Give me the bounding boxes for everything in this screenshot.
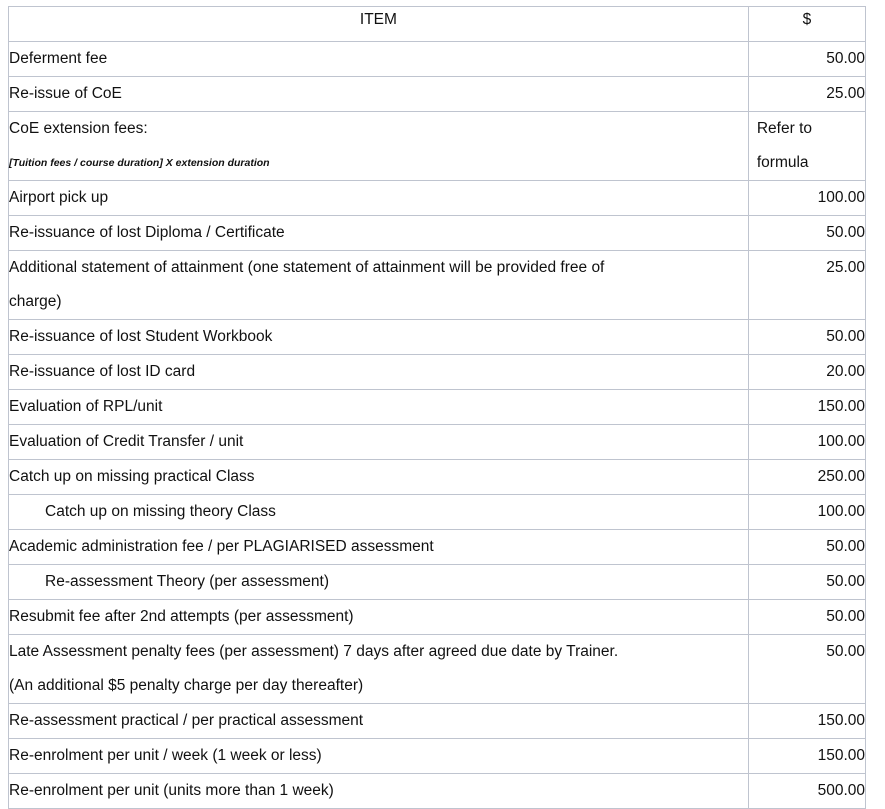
item-formula-note: [Tuition fees / course duration] X extension duration (9, 157, 270, 169)
price-cell: 100.00 (748, 495, 865, 530)
item-cell (9, 530, 749, 565)
item-label: Airport pick up (9, 189, 109, 206)
item-label: Re-issuance of lost Student Workbook (9, 328, 273, 345)
item-cell (9, 181, 749, 216)
table-row (9, 565, 866, 600)
table-header-row (9, 7, 866, 42)
table-row (9, 774, 866, 809)
price-cell: 500.00 (748, 774, 865, 809)
table-row (9, 216, 866, 251)
price-cell: 50.00 (748, 530, 865, 565)
item-cell (9, 739, 749, 774)
price-cell: 50.00 (748, 635, 865, 704)
item-cell (9, 112, 749, 181)
item-header-text: ITEM (359, 11, 397, 28)
price-cell: 100.00 (748, 425, 865, 460)
item-label-continued: (An additional $5 penalty charge per day thereafter) (9, 677, 364, 694)
table-row (9, 704, 866, 739)
item-cell (9, 390, 749, 425)
item-label: Academic administration fee / per PLAGIARISED assessment (9, 538, 434, 555)
table-row (9, 181, 866, 216)
price-cell: 150.00 (748, 739, 865, 774)
item-cell (9, 704, 749, 739)
item-label: Evaluation of RPL/unit (9, 398, 163, 415)
table-row (9, 635, 866, 704)
item-cell (9, 216, 749, 251)
price-cell: 50.00 (748, 600, 865, 635)
item-cell (9, 460, 749, 495)
table-row (9, 739, 866, 774)
item-column-header (9, 7, 749, 42)
price-column-header (748, 7, 865, 42)
price-cell: 250.00 (748, 460, 865, 495)
item-cell (9, 355, 749, 390)
price-cell: 100.00 (748, 181, 865, 216)
price-line-1: Refer to (756, 120, 812, 137)
item-cell (9, 42, 749, 77)
price-cell: 150.00 (748, 390, 865, 425)
item-label: Re-assessment Theory (per assessment) (45, 573, 329, 590)
table-row (9, 42, 866, 77)
item-cell (9, 565, 749, 600)
table-row (9, 251, 866, 320)
item-label: Resubmit fee after 2nd attempts (per assessment) (9, 608, 354, 625)
item-label: Re-enrolment per unit / week (1 week or less) (9, 747, 322, 764)
item-cell (9, 495, 749, 530)
table-row (9, 495, 866, 530)
item-label-continued: charge) (9, 293, 62, 310)
table-row (9, 460, 866, 495)
table-row (9, 112, 866, 181)
item-label: Late Assessment penalty fees (per assessment) 7 days after agreed due date by Trainer. (9, 643, 619, 660)
item-cell (9, 77, 749, 112)
price-cell: 50.00 (748, 320, 865, 355)
item-cell (9, 251, 749, 320)
item-label: Re-issuance of lost Diploma / Certificate (9, 224, 285, 241)
price-cell: 25.00 (748, 251, 865, 320)
item-cell (9, 774, 749, 809)
item-label: Catch up on missing theory Class (45, 503, 276, 520)
table-row (9, 600, 866, 635)
item-cell (9, 600, 749, 635)
table-row (9, 355, 866, 390)
item-label: Re-assessment practical / per practical assessment (9, 712, 364, 729)
table-row (9, 425, 866, 460)
price-cell (748, 112, 865, 181)
item-label: Catch up on missing practical Class (9, 468, 255, 485)
price-cell: 50.00 (748, 42, 865, 77)
table-row (9, 390, 866, 425)
item-label: Re-enrolment per unit (units more than 1 week) (9, 782, 334, 799)
item-label: Re-issuance of lost ID card (9, 363, 196, 380)
table-row (9, 320, 866, 355)
price-header-text: $ (802, 11, 812, 28)
item-cell (9, 635, 749, 704)
item-label: CoE extension fees: (9, 120, 148, 137)
price-cell: 50.00 (748, 565, 865, 600)
fees-table (8, 6, 866, 809)
item-label: Evaluation of Credit Transfer / unit (9, 433, 244, 450)
price-cell: 25.00 (748, 77, 865, 112)
table-row (9, 77, 866, 112)
table-row (9, 530, 866, 565)
price-cell: 50.00 (748, 216, 865, 251)
item-cell (9, 320, 749, 355)
item-label: Re-issue of CoE (9, 85, 122, 102)
item-label: Deferment fee (9, 50, 108, 67)
item-label: Additional statement of attainment (one statement of attainment will be provided free of (9, 259, 605, 276)
item-cell (9, 425, 749, 460)
price-cell: 20.00 (748, 355, 865, 390)
price-cell: 150.00 (748, 704, 865, 739)
price-line-2: formula (756, 154, 809, 171)
